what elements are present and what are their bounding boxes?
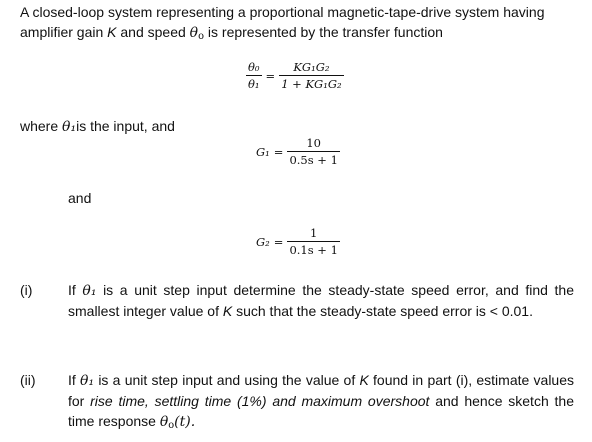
intro-line-2: amplifier gain K and speed $\theta_o$ is represented by the transfer function — [20, 24, 443, 42]
part-2-question: If θ₁ is a unit step input and using the value of K found in part (i), estimate values for rise time, settling time (1%) and maximum overshoot and hence sketch the time response $\theta_o(t)$. — [68, 372, 574, 431]
part-1-question: If θ₁ is a unit step input determine the steady-state speed error, and find the smallest integer value of K such that the steady-state speed error is < 0.01. — [68, 282, 575, 319]
transfer-function-equation: $\frac{\text{θ₀}}{\text{θ₁}}$ = $\frac{\text{KG₁G₂}}{\text{1 + KG₁G₂}}$ — [248, 60, 342, 91]
g2-fraction: $\frac{1}{0.1s + 1}$ — [289, 226, 338, 257]
part-1-label: (i) — [20, 282, 33, 298]
g1-equation: G₁ = $\frac{10}{0.5s + 1}$ — [256, 136, 338, 167]
intro-line-1: A closed-loop system representing a proportional magnetic-tape-drive system having — [20, 4, 545, 20]
and-label: and — [68, 190, 92, 206]
part-2-label: (ii) — [20, 372, 36, 388]
g1-fraction: $\frac{10}{0.5s + 1}$ — [289, 136, 338, 167]
ratio-fraction: $\frac{\text{θ₀}}{\text{θ₁}}$ — [248, 60, 260, 91]
where-line: where θ₁is the input, and — [20, 118, 175, 135]
transfer-fraction: $\frac{\text{KG₁G₂}}{\text{1 + KG₁G₂}}$ — [281, 60, 342, 91]
g2-equation: G₂ = $\frac{1}{0.1s + 1}$ — [256, 226, 338, 257]
